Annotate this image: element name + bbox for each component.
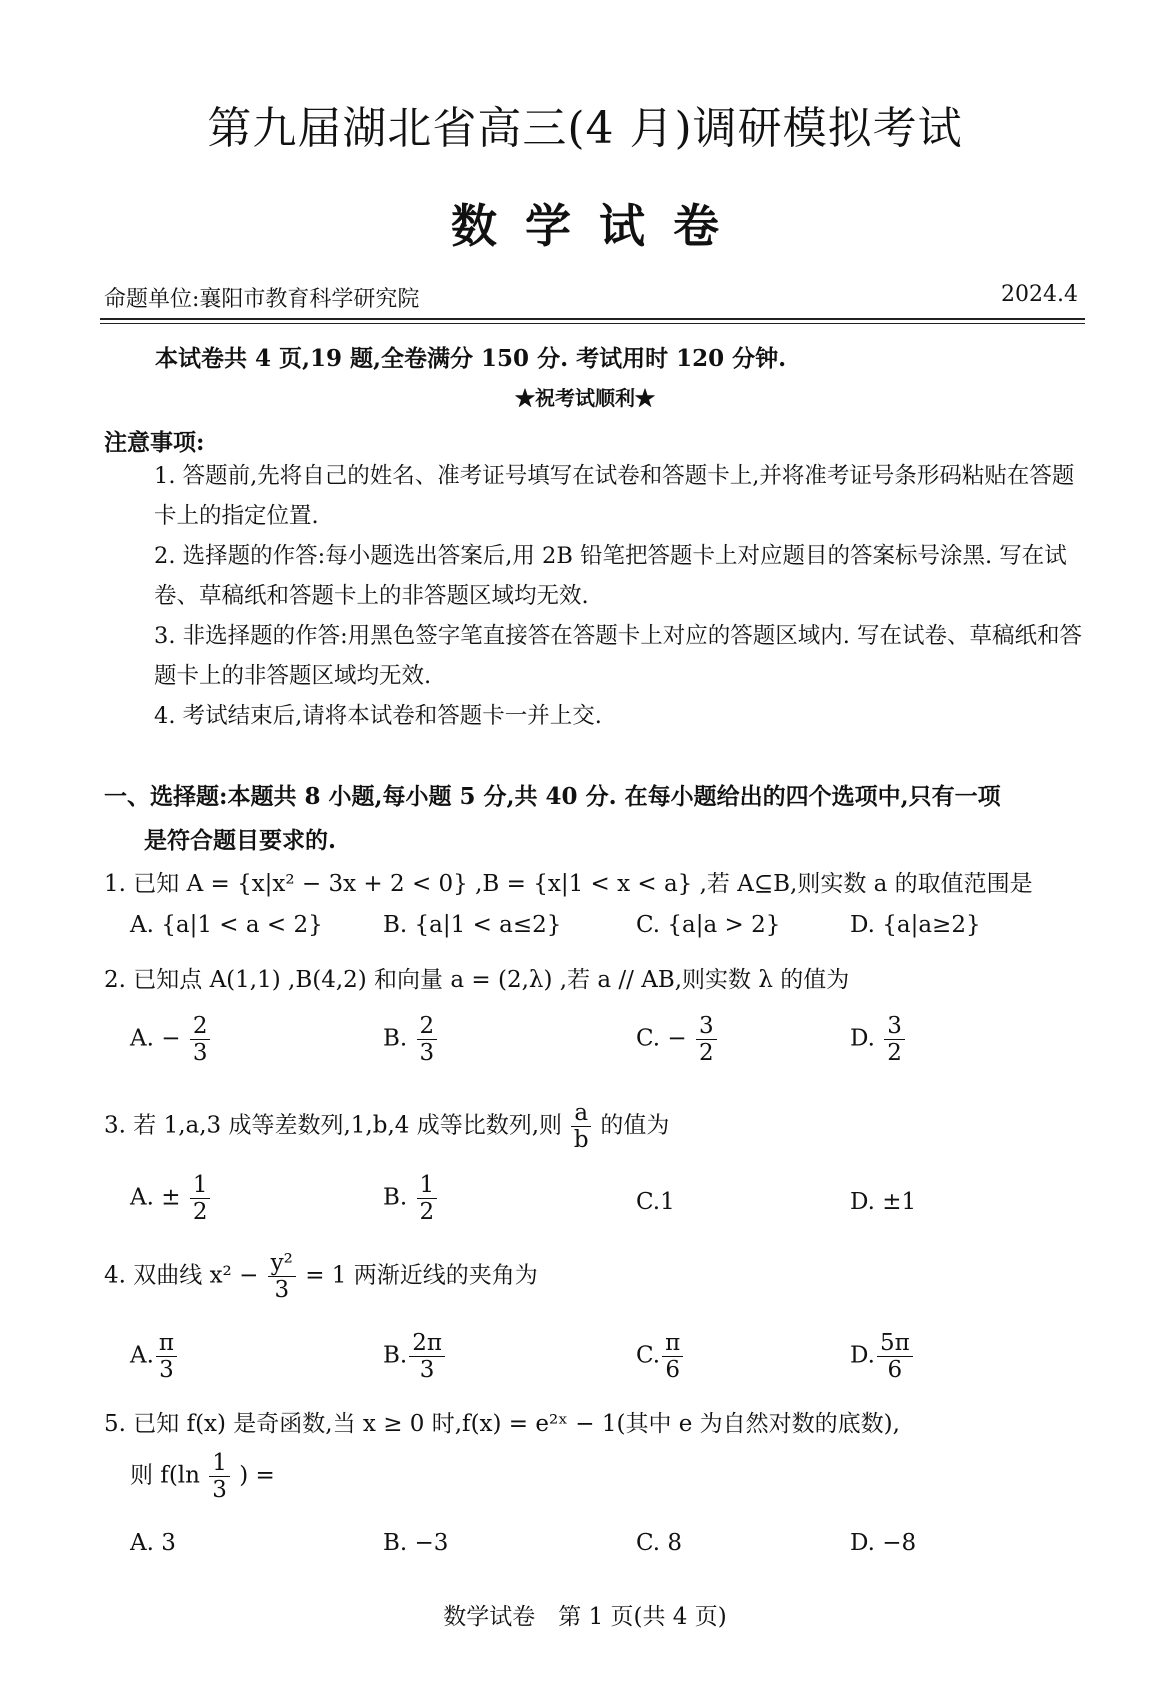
q1-option-b: B. {a|1 < a≤2} xyxy=(383,912,562,938)
option-fraction xyxy=(409,1330,445,1383)
header-divider xyxy=(100,318,1085,320)
stem-fraction xyxy=(571,1100,591,1153)
section-heading-line1: 一、选择题:本题共 8 小题,每小题 5 分,共 40 分. 在每小题给出的四个选项中,只有一项 xyxy=(104,783,1001,810)
author-unit: 命题单位:襄阳市教育科学研究院 xyxy=(104,287,420,312)
fraction-denominator: 3 xyxy=(419,1040,435,1066)
fraction-numerator: a xyxy=(571,1100,591,1127)
stem-text: 则 f(ln xyxy=(130,1462,200,1489)
q3-option-d xyxy=(850,1189,916,1215)
header-divider-thin xyxy=(100,323,1085,324)
question-5-stem: 5. 已知 f(x) 是奇函数,当 x ≥ 0 时,f(x) = e²ˣ − 1(其中 e 为自然对数的底数), xyxy=(104,1411,900,1437)
note-text: 4. 考试结束后,请将本试卷和答题卡一并上交. xyxy=(154,703,602,729)
q2-option-a xyxy=(130,1013,212,1066)
fraction-numerator: 3 xyxy=(696,1013,717,1040)
fraction-denominator: 3 xyxy=(159,1357,174,1383)
q1-option-d: D. {a|a≥2} xyxy=(850,912,981,938)
exam-info: 本试卷共 4 页,19 题,全卷满分 150 分. 考试用时 120 分钟. xyxy=(155,345,787,372)
q5-option-b: B. −3 xyxy=(383,1530,449,1556)
question-5-line2 xyxy=(130,1450,730,1503)
option-label: B. xyxy=(383,1342,408,1369)
option-sign: ± xyxy=(161,1184,181,1211)
option-fraction xyxy=(156,1330,177,1383)
option-text: 1 xyxy=(660,1189,675,1215)
q1-option-a: A. {a|1 < a < 2} xyxy=(130,912,323,938)
fraction-numerator: 3 xyxy=(884,1013,905,1040)
page-footer: 数学试卷 第 1 页(共 4 页) xyxy=(443,1604,727,1630)
fraction-numerator: 2π xyxy=(409,1330,445,1357)
q3-option-c xyxy=(636,1189,675,1215)
note-item xyxy=(104,456,1084,536)
exam-title: 第九届湖北省高三(4 月)调研模拟考试 xyxy=(207,103,963,154)
notes-heading: 注意事项: xyxy=(104,429,205,456)
note-text: 3. 非选择题的作答:用黑色签字笔直接答在答题卡上对应的答题区域内. 写在试卷、草稿纸和答题卡上的非答题区域均无效. xyxy=(154,623,1083,689)
q5-option-c: C. 8 xyxy=(636,1530,683,1556)
fraction-denominator: 3 xyxy=(419,1357,435,1383)
q3-option-b xyxy=(383,1172,439,1225)
fraction-denominator: 2 xyxy=(192,1199,208,1225)
note-text: 2. 选择题的作答:每小题选出答案后,用 2B 铅笔把答题卡上对应题目的答案标号涂黑. 写在试卷、草稿纸和答题卡上的非答题区域均无效. xyxy=(154,543,1067,609)
option-label: C. xyxy=(636,1342,661,1369)
fraction-numerator: π xyxy=(156,1330,177,1357)
option-sign: − xyxy=(667,1025,687,1052)
fraction-numerator: y² xyxy=(268,1250,296,1277)
fraction-numerator: 2 xyxy=(190,1013,211,1040)
good-luck-banner: ★祝考试顺利★ xyxy=(515,386,655,410)
option-label: A. xyxy=(130,1025,154,1052)
fraction-numerator: 1 xyxy=(209,1450,230,1477)
option-fraction xyxy=(884,1013,905,1066)
stem-text: = 1 两渐近线的夹角为 xyxy=(305,1262,538,1289)
q2-option-b xyxy=(383,1013,439,1066)
q2-option-c xyxy=(636,1013,719,1066)
fraction-denominator: 3 xyxy=(274,1277,290,1303)
fraction-denominator: b xyxy=(573,1127,589,1153)
option-label: A. xyxy=(130,1342,154,1369)
option-label: C. xyxy=(636,1189,661,1215)
question-3-stem xyxy=(104,1100,1094,1153)
q5-option-d: D. −8 xyxy=(850,1530,917,1556)
option-sign: − xyxy=(161,1025,181,1052)
option-fraction xyxy=(190,1013,211,1066)
option-fraction xyxy=(696,1013,717,1066)
stem-text: ) = xyxy=(239,1462,275,1489)
option-label: B. xyxy=(383,1025,408,1052)
note-item xyxy=(104,536,1084,616)
note-text: 1. 答题前,先将自己的姓名、准考证号填写在试卷和答题卡上,并将准考证号条形码粘贴在答题卡上的指定位置. xyxy=(154,463,1075,529)
fraction-denominator: 2 xyxy=(887,1040,902,1066)
fraction-denominator: 6 xyxy=(665,1357,680,1383)
fraction-numerator: 5π xyxy=(877,1330,913,1357)
fraction-numerator: 1 xyxy=(190,1172,211,1199)
question-4-stem xyxy=(104,1250,1094,1303)
q4-option-a xyxy=(130,1330,179,1383)
option-label: D. xyxy=(850,1189,875,1215)
stem-text: 3. 若 1,a,3 成等差数列,1,b,4 成等比数列,则 xyxy=(104,1112,563,1139)
fraction-numerator: 1 xyxy=(417,1172,438,1199)
question-1-stem: 1. 已知 A = {x|x² − 3x + 2 < 0} ,B = {x|1 < x < a} ,若 A⊆B,则实数 a 的取值范围是 xyxy=(104,871,1033,897)
fraction-numerator: π xyxy=(662,1330,683,1357)
stem-text: 的值为 xyxy=(600,1112,670,1139)
question-2-stem: 2. 已知点 A(1,1) ,B(4,2) 和向量 a = (2,λ) ,若 a // AB,则实数 λ 的值为 xyxy=(104,967,850,993)
option-label: D. xyxy=(850,1342,875,1369)
option-label: A. xyxy=(130,1184,154,1211)
option-fraction xyxy=(662,1330,683,1383)
fraction-denominator: 6 xyxy=(887,1357,903,1383)
option-fraction xyxy=(190,1172,211,1225)
option-fraction xyxy=(877,1330,913,1383)
q4-option-d xyxy=(850,1330,915,1383)
stem-fraction xyxy=(268,1250,296,1303)
fraction-denominator: 3 xyxy=(192,1040,208,1066)
fraction-denominator: 2 xyxy=(699,1040,714,1066)
section-heading-line2: 是符合题目要求的. xyxy=(144,827,337,854)
note-item xyxy=(104,616,1084,696)
q5-option-a: A. 3 xyxy=(130,1530,176,1556)
q1-option-c: C. {a|a > 2} xyxy=(636,912,781,938)
fraction-numerator: 2 xyxy=(417,1013,438,1040)
option-label: D. xyxy=(850,1025,875,1052)
section-heading xyxy=(104,775,1094,863)
q4-option-b xyxy=(383,1330,447,1383)
q4-option-c xyxy=(636,1330,685,1383)
option-fraction xyxy=(417,1172,438,1225)
option-label: C. xyxy=(636,1025,661,1052)
q3-option-a xyxy=(130,1172,212,1225)
q2-option-d xyxy=(850,1013,907,1066)
fraction-denominator: 3 xyxy=(212,1477,227,1503)
stem-text: 4. 双曲线 x² − xyxy=(104,1262,259,1289)
option-label: B. xyxy=(383,1184,408,1211)
stem-fraction xyxy=(209,1450,230,1503)
fraction-denominator: 2 xyxy=(419,1199,435,1225)
exam-subtitle: 数学试卷 xyxy=(451,199,747,253)
option-fraction xyxy=(417,1013,438,1066)
exam-date: 2024.4 xyxy=(1001,282,1078,307)
option-text: ±1 xyxy=(882,1189,917,1215)
note-item xyxy=(104,696,1084,736)
